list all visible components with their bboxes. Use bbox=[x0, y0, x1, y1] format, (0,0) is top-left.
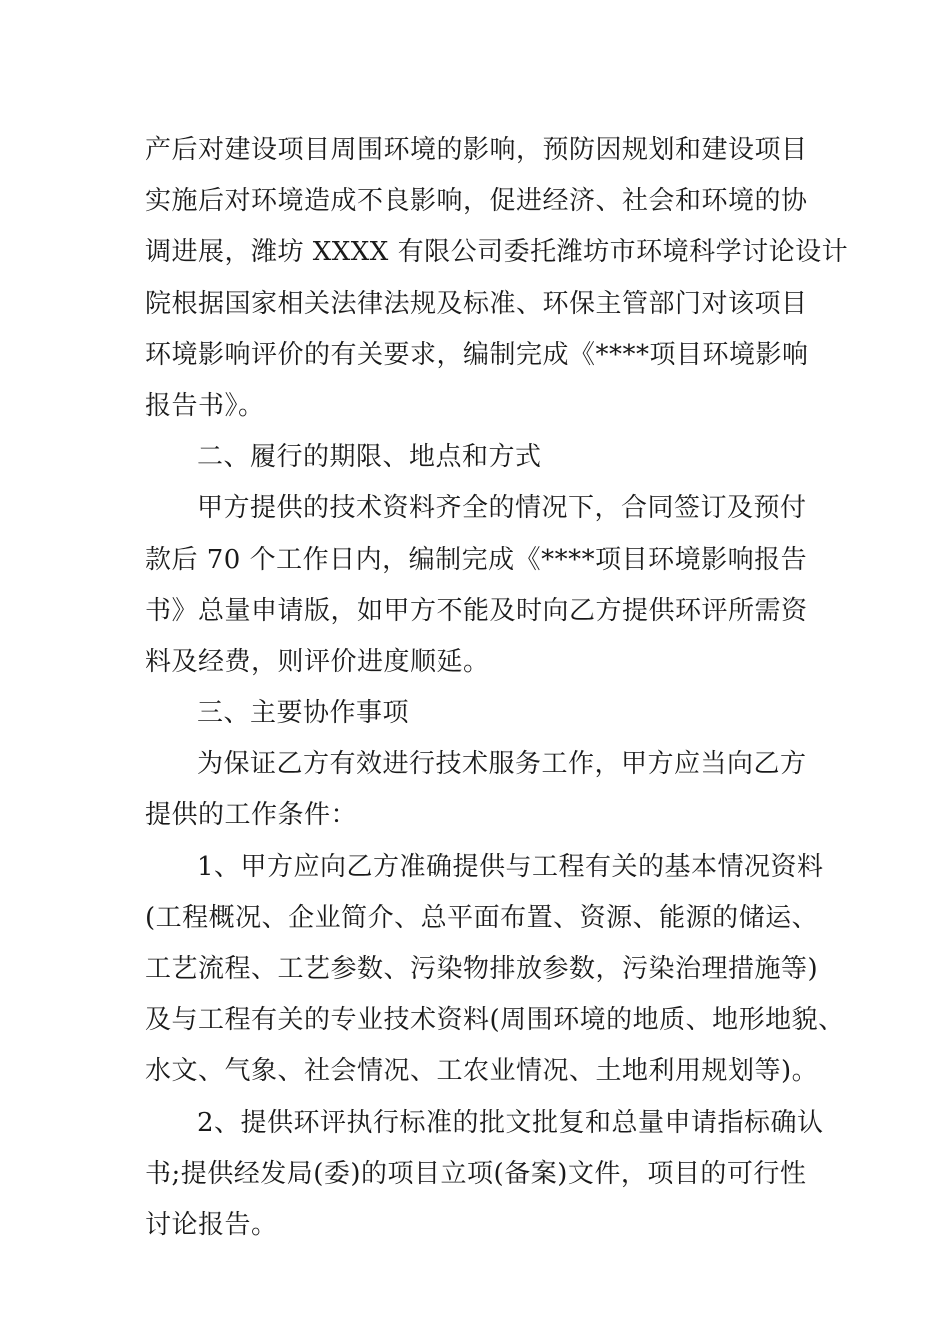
list-item-start: 2、提供环评执行标准的批文批复和总量申请指标确认 bbox=[197, 1107, 824, 1138]
text-line: 提供的工作条件： bbox=[145, 800, 358, 831]
text-line: 讨论报告。 bbox=[145, 1209, 278, 1240]
text-line: (工程概况、企业简介、总平面布置、资源、能源的储运、 bbox=[145, 902, 819, 933]
document-body bbox=[145, 125, 849, 1251]
text-line: 环境影响评价的有关要求，编制完成《****项目环境影响 bbox=[145, 339, 809, 370]
paragraph-start: 为保证乙方有效进行技术服务工作，甲方应当向乙方 bbox=[197, 749, 807, 780]
text-line: 款后 70 个工作日内，编制完成《****项目环境影响报告 bbox=[145, 544, 808, 575]
list-item-start: 1、甲方应向乙方准确提供与工程有关的基本情况资料 bbox=[197, 851, 824, 882]
text-line: 调进展，潍坊 XXXX 有限公司委托潍坊市环境科学讨论设计 bbox=[145, 237, 849, 268]
text-line: 报告书》。 bbox=[145, 390, 265, 421]
text-line: 产后对建设项目周围环境的影响，预防因规划和建设项目 bbox=[145, 135, 808, 165]
text-line: 书;提供经发局(委)的项目立项(备案)文件，项目的可行性 bbox=[145, 1158, 807, 1189]
section-heading: 三、主要协作事项 bbox=[197, 698, 410, 729]
text-line: 工艺流程、工艺参数、污染物排放参数，污染治理措施等) bbox=[145, 954, 819, 984]
section-heading: 二、履行的期限、地点和方式 bbox=[197, 442, 542, 473]
text-line: 书》总量申请版，如甲方不能及时向乙方提供环评所需资 bbox=[145, 595, 808, 626]
text-line: 水文、气象、社会情况、工农业情况、土地利用规划等)。 bbox=[145, 1056, 819, 1087]
text-line: 院根据国家相关法律法规及标准、环保主管部门对该项目 bbox=[145, 288, 808, 319]
text-line: 实施后对环境造成不良影响，促进经济、社会和环境的协 bbox=[145, 186, 808, 217]
text-line: 及与工程有关的专业技术资料(周围环境的地质、地形地貌、 bbox=[145, 1005, 845, 1036]
text-line: 料及经费，则评价进度顺延。 bbox=[145, 646, 490, 677]
paragraph-start: 甲方提供的技术资料齐全的情况下，合同签订及预付 bbox=[197, 493, 807, 524]
